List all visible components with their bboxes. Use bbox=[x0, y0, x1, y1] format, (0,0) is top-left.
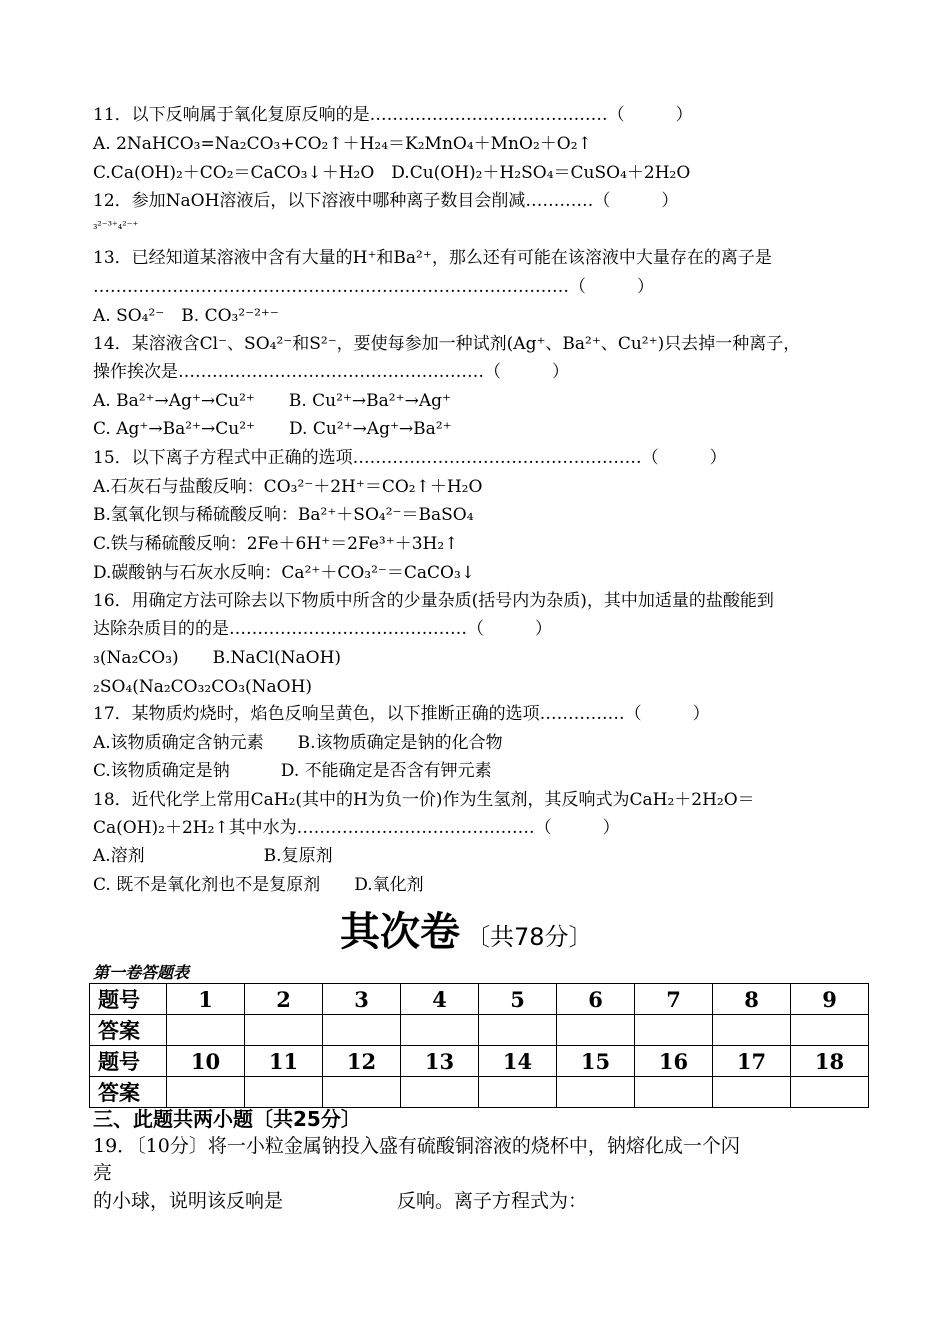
q19-stem: 19．〔10分〕将一小粒金属钠投入盛有硫酸铜溶液的烧杯中，钠熔化成一个闪 bbox=[93, 1135, 740, 1157]
q16-stem-cont: 达除杂质目的的是……………………………………（ ） bbox=[93, 619, 552, 639]
section-three-heading: 三、此题共两小题〔共25分〕 bbox=[93, 1107, 361, 1131]
q14-stem: 14．某溶液含Cl⁻、SO₄²⁻和S²⁻，要使每参加一种试剂(Ag⁺、Ba²⁺、Cu²⁺)只去掉一种离子， bbox=[93, 334, 801, 354]
q16-options-cd: ₂SO₄(Na₂CO₃₂CO₃(NaOH) bbox=[93, 677, 313, 697]
row-label-question: 题号 bbox=[90, 984, 167, 1015]
part-two-heading bbox=[340, 900, 593, 957]
table-row bbox=[90, 1015, 869, 1046]
question-number: 1 bbox=[167, 984, 245, 1015]
answer-cell[interactable] bbox=[167, 1015, 245, 1046]
q18-stem-cont: Ca(OH)₂＋2H₂↑其中水为……………………………………（ ） bbox=[93, 818, 620, 838]
answer-table bbox=[89, 983, 869, 1108]
row-label-question: 题号 bbox=[90, 1046, 167, 1077]
q12-stem: 12．参加NaOH溶液后，以下溶液中哪种离子数目会削减…………（ ） bbox=[93, 191, 679, 211]
q15-stem: 15．以下离子方程式中正确的选项……………………………………………（ ） bbox=[93, 448, 727, 468]
question-number: 17 bbox=[713, 1046, 791, 1077]
question-number: 12 bbox=[323, 1046, 401, 1077]
answer-cell[interactable] bbox=[713, 1077, 791, 1108]
q15-option-a: A.石灰石与盐酸反响：CO₃²⁻＋2H⁺＝CO₂↑＋H₂O bbox=[93, 477, 483, 497]
answer-cell[interactable] bbox=[401, 1077, 479, 1108]
answer-cell[interactable] bbox=[635, 1015, 713, 1046]
row-label-answer: 答案 bbox=[90, 1015, 167, 1046]
answer-cell[interactable] bbox=[401, 1015, 479, 1046]
answer-cell[interactable] bbox=[791, 1077, 869, 1108]
q11-options-ab: A. 2NaHCO₃=Na₂CO₃+CO₂↑＋H₂₄＝K₂MnO₄＋MnO₂＋O₂↑ bbox=[93, 134, 592, 154]
q14-stem-cont: 操作挨次是………………………………………………（ ） bbox=[93, 362, 569, 382]
q15-option-c: C.铁与稀硫酸反响：2Fe＋6H⁺＝2Fe³⁺＋3H₂↑ bbox=[93, 534, 459, 554]
question-number: 10 bbox=[167, 1046, 245, 1077]
q13-stem: 13．已经知道某溶液中含有大量的H⁺和Ba²⁺，那么还有可能在该溶液中大量存在的离子是 bbox=[93, 248, 772, 268]
answer-cell[interactable] bbox=[557, 1077, 635, 1108]
q14-options-ab: A. Ba²⁺→Ag⁺→Cu²⁺ B. Cu²⁺→Ba²⁺→Ag⁺ bbox=[93, 391, 451, 411]
q15-option-d: D.碳酸钠与石灰水反响：Ca²⁺＋CO₃²⁻＝CaCO₃↓ bbox=[93, 563, 476, 583]
question-number: 15 bbox=[557, 1046, 635, 1077]
question-number: 16 bbox=[635, 1046, 713, 1077]
question-number: 6 bbox=[557, 984, 635, 1015]
q16-options-ab: ₃(Na₂CO₃) B.NaCl(NaOH) bbox=[93, 648, 342, 668]
answer-cell[interactable] bbox=[245, 1015, 323, 1046]
table-row bbox=[90, 984, 869, 1015]
answer-cell[interactable] bbox=[479, 1015, 557, 1046]
q19-stem-cont: 的小球，说明该反响是 反响。离子方程式为： bbox=[93, 1190, 588, 1212]
q13-options: A. SO₄²⁻ B. CO₃²⁻²⁺⁻ bbox=[93, 306, 279, 326]
question-number: 8 bbox=[713, 984, 791, 1015]
q19-stem-wrap: 亮 bbox=[93, 1162, 113, 1184]
q11-options-cd: C.Ca(OH)₂＋CO₂＝CaCO₃↓＋H₂O D.Cu(OH)₂＋H₂SO₄＝CuSO₄＋2H₂O bbox=[93, 163, 691, 183]
q18-options-ab: A.溶剂 B.复原剂 bbox=[93, 846, 333, 866]
answer-cell[interactable] bbox=[713, 1015, 791, 1046]
question-number: 2 bbox=[245, 984, 323, 1015]
q18-options-cd: C. 既不是氧化剂也不是复原剂 D.氧化剂 bbox=[93, 875, 424, 895]
question-number: 11 bbox=[245, 1046, 323, 1077]
q16-stem: 16．用确定方法可除去以下物质中所含的少量杂质(括号内为杂质)，其中加适量的盐酸能到 bbox=[93, 591, 774, 611]
question-number: 13 bbox=[401, 1046, 479, 1077]
q17-options-ab: A.该物质确定含钠元素 B.该物质确定是钠的化合物 bbox=[93, 733, 503, 753]
q12-options-fragment: ₃²⁻³⁺₄²⁻⁺ bbox=[93, 219, 139, 232]
question-number: 9 bbox=[791, 984, 869, 1015]
answer-cell[interactable] bbox=[635, 1077, 713, 1108]
q11-stem: 11．以下反响属于氧化复原反响的是……………………………………（ ） bbox=[93, 105, 693, 125]
table-row bbox=[90, 1046, 869, 1077]
question-number: 3 bbox=[323, 984, 401, 1015]
row-label-answer: 答案 bbox=[90, 1077, 167, 1108]
question-number: 18 bbox=[791, 1046, 869, 1077]
q13-stem-cont: …………………………………………………………………………（ ） bbox=[93, 277, 654, 297]
q17-stem: 17．某物质灼烧时，焰色反响呈黄色，以下推断正确的选项……………（ ） bbox=[93, 704, 710, 724]
question-number: 14 bbox=[479, 1046, 557, 1077]
part-two-score: 〔共78分〕 bbox=[466, 923, 593, 951]
answer-table-caption: 第一卷答题表 bbox=[93, 963, 190, 982]
answer-cell[interactable] bbox=[791, 1015, 869, 1046]
question-number: 4 bbox=[401, 984, 479, 1015]
answer-cell[interactable] bbox=[479, 1077, 557, 1108]
q18-stem: 18．近代化学上常用CaH₂(其中的H为负一价)作为生氢剂，其反响式为CaH₂＋2H₂O＝ bbox=[93, 790, 755, 810]
question-number: 5 bbox=[479, 984, 557, 1015]
q17-options-cd: C.该物质确定是钠 D. 不能确定是否含有钾元素 bbox=[93, 761, 492, 781]
q14-options-cd: C. Ag⁺→Ba²⁺→Cu²⁺ D. Cu²⁺→Ag⁺→Ba²⁺ bbox=[93, 419, 452, 439]
q15-option-b: B.氢氧化钡与稀硫酸反响：Ba²⁺＋SO₄²⁻＝BaSO₄ bbox=[93, 505, 474, 525]
part-two-title: 其次卷 bbox=[340, 909, 460, 955]
answer-cell[interactable] bbox=[323, 1015, 401, 1046]
question-number: 7 bbox=[635, 984, 713, 1015]
answer-cell[interactable] bbox=[557, 1015, 635, 1046]
